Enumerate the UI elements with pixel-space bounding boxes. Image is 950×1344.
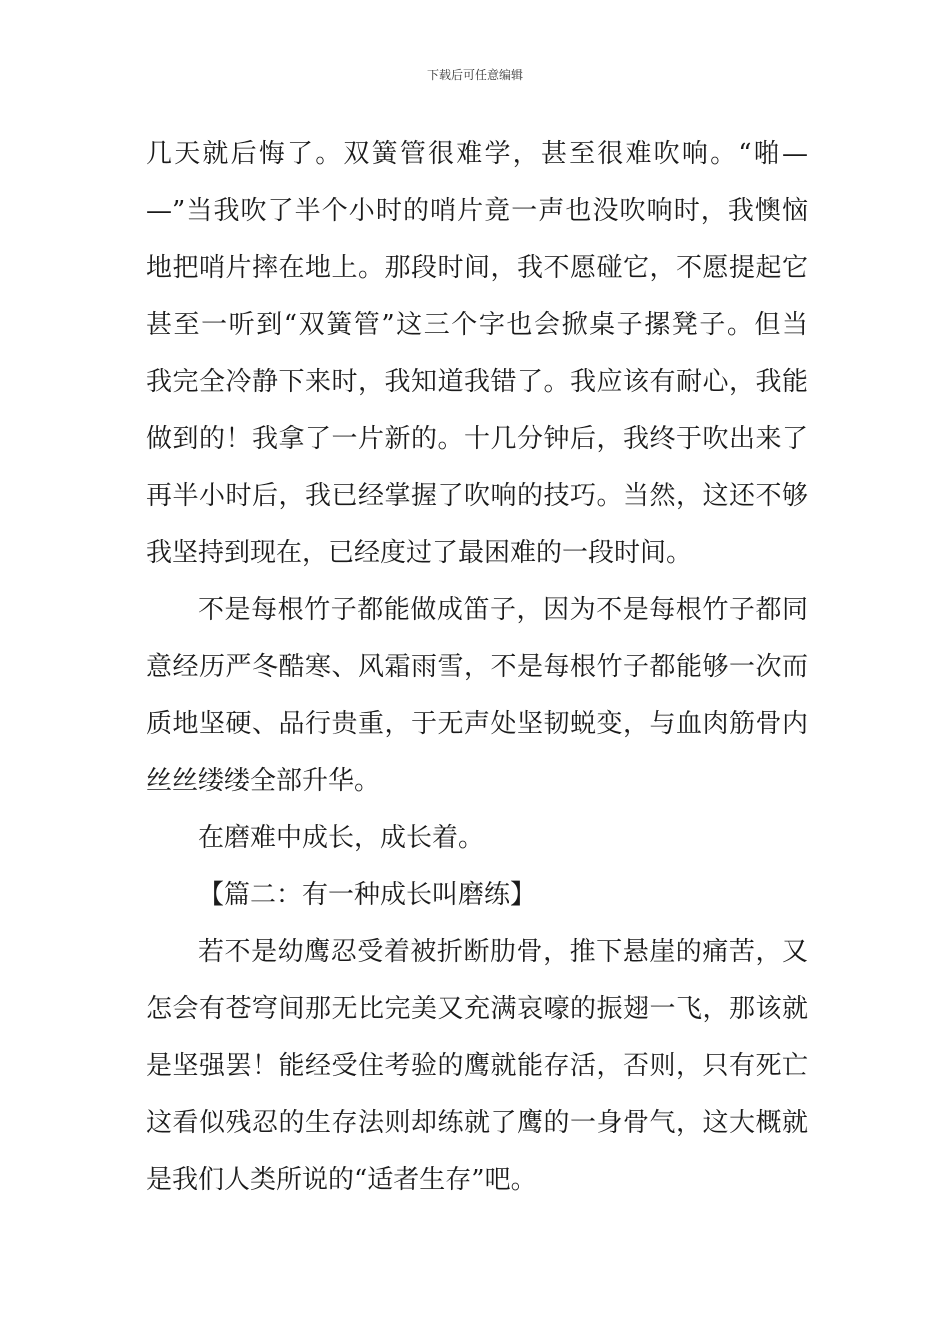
text-line: 我完全冷静下来时，我知道我错了。我应该有耐心，我能 (146, 367, 808, 397)
text-line: 这看似残忍的生存法则却练就了鹰的一身骨气，这大概就 (146, 1108, 808, 1138)
document-body (146, 126, 808, 1209)
text-line: —”当我吹了半个小时的哨片竟一声也没吹响时，我懊恼 (146, 196, 808, 226)
text-line: 是我们人类所说的“适者生存”吧。 (146, 1165, 537, 1195)
page-header-note: 下载后可任意编辑 (426, 68, 523, 82)
paragraph-line: 在磨难中成长，成长着。 (198, 823, 485, 853)
text-line: 做到的！我拿了一片新的。十几分钟后，我终于吹出来了 (146, 424, 808, 454)
text-line: 几天就后悔了。双簧管很难学，甚至很难吹响。“啪— (146, 139, 808, 169)
text-line: 甚至一听到“双簧管”这三个字也会掀桌子摞凳子。但当 (146, 310, 808, 340)
text-line: 意经历严冬酷寒、风霜雨雪，不是每根竹子都能够一次而 (146, 652, 808, 682)
paragraph-start-line: 若不是幼鹰忍受着被折断肋骨，推下悬崖的痛苦，又 (198, 937, 808, 967)
text-line: 再半小时后，我已经掌握了吹响的技巧。当然，这还不够 (146, 481, 808, 511)
text-line: 怎会有苍穹间那无比完美又充满哀嚎的振翅一飞，那该就 (146, 994, 808, 1024)
text-line: 质地坚硬、品行贵重，于无声处坚韧蜕变，与血肉筋骨内 (146, 709, 808, 739)
text-line: 我坚持到现在，已经度过了最困难的一段时间。 (146, 538, 693, 568)
text-line: 地把哨片摔在地上。那段时间，我不愿碰它，不愿提起它 (146, 253, 808, 283)
text-line: 丝丝缕缕全部升华。 (146, 766, 381, 796)
paragraph-start-line: 不是每根竹子都能做成笛子，因为不是每根竹子都同 (198, 595, 808, 625)
text-line: 是坚强罢！能经受住考验的鹰就能存活，否则，只有死亡 (146, 1051, 808, 1081)
section-heading: 【篇二：有一种成长叫磨练】 (198, 880, 537, 910)
